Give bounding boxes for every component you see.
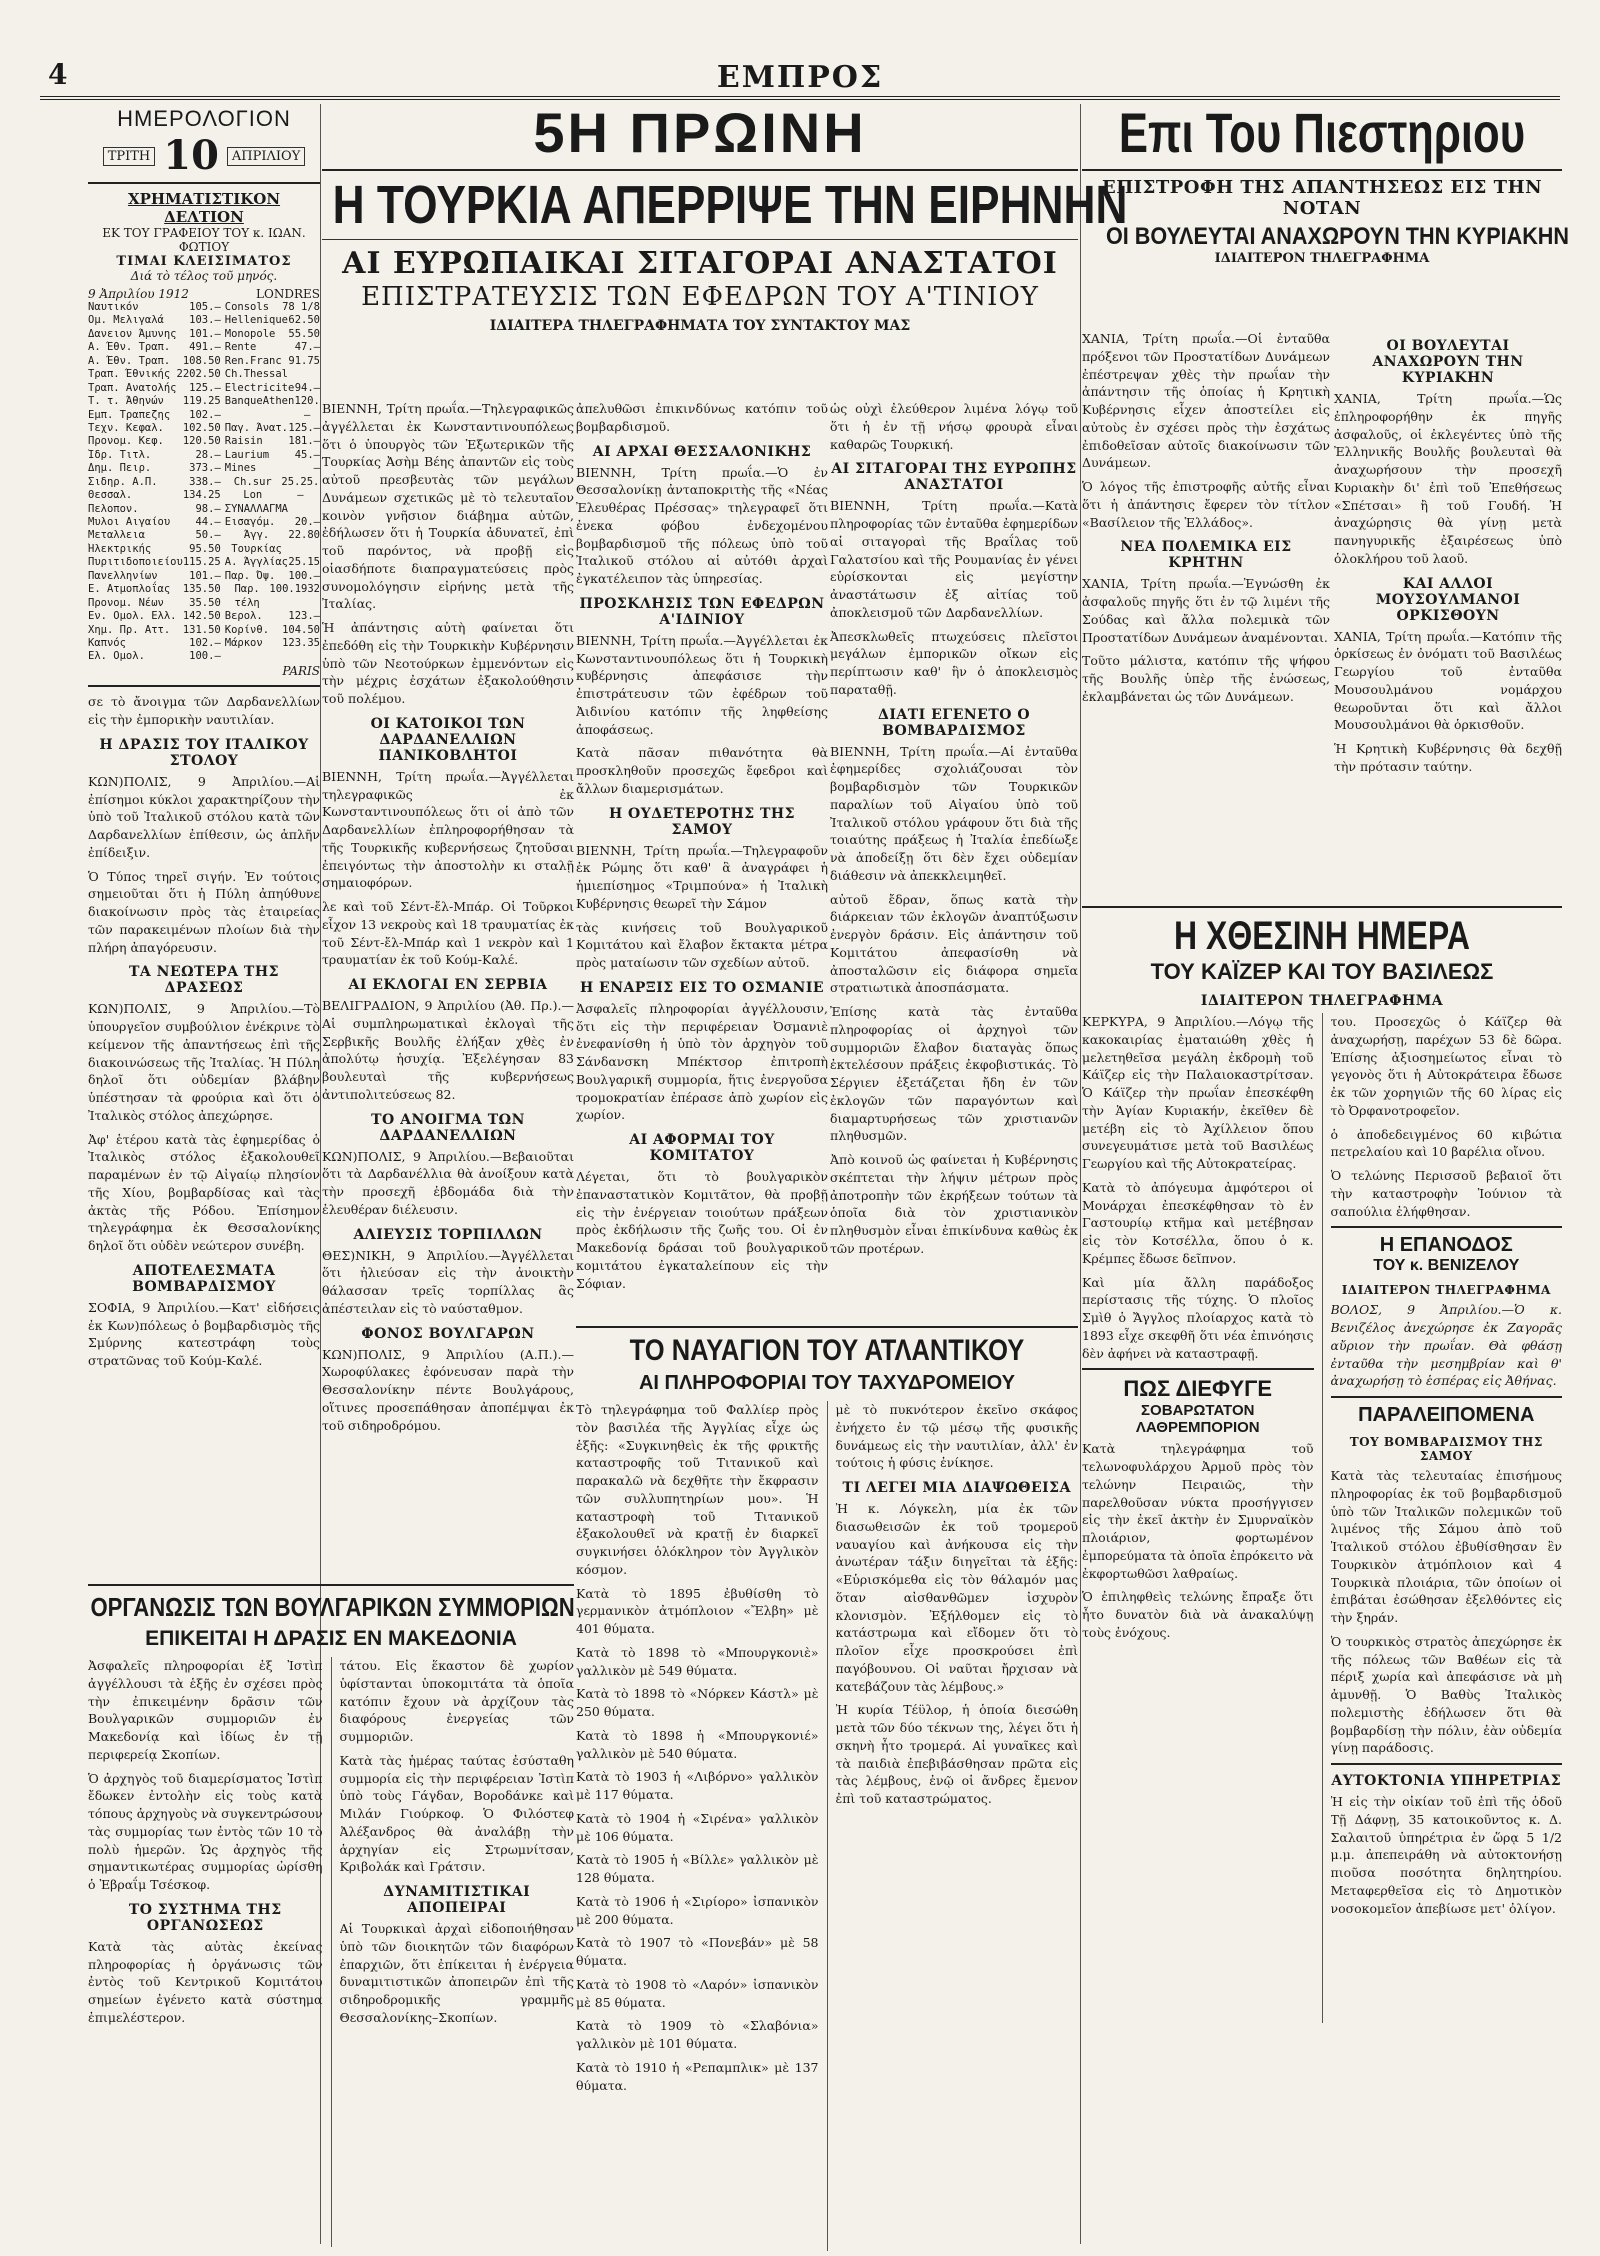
shipwreck-item: Κατὰ τὸ 1905 ἡ «Βίλλε» γαλλικὸν μὲ 128 θύματα. — [576, 1852, 819, 1885]
bulgarian-headline: ΟΡΓΑΝΩΣΙΣ ΤΩΝ ΒΟΥΛΓΑΡΙΚΩΝ ΣΥΜΜΟΡΙΩΝ — [90, 1592, 575, 1622]
article-text: Ἀσφαλεῖς πληροφορίαι ἀγγέλλουσιν, ὅτι εἰς τὴν περιφέρειαν Ὀσμανιὲ ἐνεφανίσθη ἡ ὑπὸ τὸν ἀρχηγὸν τοῦ Σάνδανσκη Μπέκτσορ ἐπιτροπὴ Βουλγαρικῆ συμμορία, ἥτις ἐνεργοῦσα τρομοκρατίαν ἐπέρασε ἀπὸ χωρίον εἰς χωρίον. — [576, 1000, 828, 1123]
column-3 — [576, 400, 828, 1310]
rate-value: 102.50 — [182, 421, 221, 434]
rate-row — [225, 637, 320, 650]
rate-name: BanqueAthen — [224, 395, 295, 408]
calendar-box — [88, 106, 320, 179]
column-2 — [322, 400, 574, 1440]
rate-value: 131.50 — [182, 623, 221, 636]
rate-name: Δανειον Άμυνης — [88, 327, 177, 340]
rate-value: 135.50 — [182, 583, 221, 596]
page-number: 4 — [48, 58, 68, 91]
column-4 — [830, 400, 1078, 1310]
venizelos-headline: Η ΕΠΑΝΟΔΟΣ — [1379, 1234, 1513, 1257]
rate-value: 338.— — [189, 475, 221, 488]
rate-value: 25.15 — [288, 556, 320, 569]
venizelos-subheadline: ΤΟΥ κ. ΒΕΝΙΖΕΛΟΥ — [1373, 1257, 1520, 1275]
rate-name: Άγγ. Τουρκίας — [231, 529, 282, 555]
rate-value: 78 1/8 — [282, 301, 320, 313]
article-text: αὐτοῦ ἔδραν, ὅπως κατὰ τὴν διάρκειαν τῶν ἐκλογῶν ἀναπτύξωσιν ἐνεργὸν δράσιν. Εἰς ἀπάντησιν τοῦ Κομιτάτου ἀπεφασίσθη νὰ ἀποσταλῶσιν εἰς διάφορα σημεῖα στρατιωτικὰ ἀποσπάσματα. — [830, 891, 1078, 996]
article-text: ΚΩΝ)ΠΟΛΙΣ, 9 Ἀπριλίου.—Αἱ ἐπίσημοι κύκλοι χαρακτηρίζουν τὴν ὑπὸ τοῦ Ἰταλικοῦ στόλου κατὰ τῶν Δαρδανελλίων ἐπίθεσιν, ὡς ἁπλῆν ἐπίδειξιν. — [88, 773, 320, 860]
article-text: ΒΙΕΝΝΗ, Τρίτη πρωΐα.—Ἀγγέλλεται ἐκ Κωνσταντινουπόλεως ὅτι ἡ Τουρκικὴ κυβέρνησις ἀπεφάσισε τὴν ἐπιστράτευσιν τῶν ἐφέδρων τοῦ Ἀιδινίου κατόπιν τῆς ληφθείσης ἀποφάσεως. — [576, 632, 828, 737]
article-text: λε καὶ τοῦ Σέντ-ἔλ-Μπάρ. Οἱ Τοῦρκοι εἶχον 13 νεκροὺς καὶ 18 τραυματίας ἐκ τοῦ Σέντ-ἔλ-Μπάρ καὶ 1 νεκρὸν καὶ 1 τραυματίαν ἐκ τοῦ Κούμ-Καλέ. — [322, 899, 574, 968]
rate-name: Ελ. Ομολ. — [88, 650, 145, 663]
rates-table — [88, 301, 320, 664]
rate-name: Προνομ. Κεφ. — [88, 435, 164, 448]
article-text: ἀπελυθῶσι ἐπικινδύνως κατόπιν τοῦ βομβαρδισμοῦ. — [576, 401, 828, 434]
article-text: ΣΟΦΙΑ, 9 Ἀπριλίου.—Κατ' εἰδήσεις ἐκ Κων)πόλεως ὁ βομβαρδισμὸς τῆς Σμύρνης κατεστράφη τοὺς στρατῶνας τοῦ Κούμ-Καλέ. — [88, 1299, 320, 1369]
rate-row — [225, 328, 320, 341]
atlantic-headline: ΤΟ ΝΑΥΑΓΙΟΝ ΤΟΥ ΑΤΛΑΝΤΙΚΟΥ — [629, 1334, 1025, 1367]
rate-row — [225, 516, 320, 529]
rate-row — [88, 489, 221, 502]
rate-name: Μάρκον — [224, 636, 263, 649]
rate-name: Monopole — [224, 327, 276, 340]
article-text: Ἡ εἰς τὴν οἰκίαν τοῦ ἐπὶ τῆς ὁδοῦ Τῇ Δάφνῃ, 35 κατοικοῦντος κ. Δ. Σαλαιτοῦ ὑπηρέτρια ἐν ὥρᾳ 5 1/2 μ.μ. ἀπεπειράθη νὰ αὐτοκτονήσῃ πιοῦσα ποσότητα δηλητηρίου. Μεταφερθεῖσα εἰς τὸ Δημοτικὸν νοσοκομεῖον ἀπεβίωσε μετ' ὀλίγον. — [1330, 1794, 1562, 1916]
section-heading: ΑΙ ΑΦΟΡΜΑΙ ΤΟΥ ΚΟΜΙΤΑΤΟΥ — [629, 1132, 775, 1164]
rate-row — [88, 503, 221, 516]
article-text: ΧΑΝΙΑ, Τρίτη πρωΐα.—Οἱ ἐνταῦθα πρόξενοι τῶν Προστατίδων Δυνάμεων ἐπέστρεψαν χθὲς τὴν πρωΐαν τὴν ἀπάντησιν τῆς ὁποίας ἡ Κρητικὴ Κυβέρνησις εἶχεν ἀποστείλει εἰς αὐτοὺς ἐν σχέσει πρὸς τὴν ἐσχάτως ἐπιδοθεῖσαν αὐτοῖς διακοίνωσιν τῶν Δυνάμεων. — [1082, 331, 1330, 471]
rate-row — [225, 610, 320, 623]
rate-value: 91.75 — [288, 354, 320, 367]
rate-row — [88, 476, 221, 489]
shipwreck-item: Κατὰ τὸ 1909 τὸ «Σλαβόνια» γαλλικὸν μὲ 101 θύματα. — [576, 2018, 819, 2051]
rate-value: 491.— — [189, 341, 221, 354]
rate-row — [88, 382, 221, 395]
article-text: ΒΟΛΟΣ, 9 Ἀπριλίου.—Ὁ κ. Βενιζέλος ἀνεχώρησε ἐκ Ζαγορᾶς αὔριον τὴν πρωΐαν. Θὰ φθάσῃ ἐνταῦθα τὴν μεσημβρίαν καὶ θ' ἀναχωρήσῃ τὸ ἑσπέρας εἰς Ἀθήνας. — [1330, 1302, 1562, 1389]
rate-row — [88, 328, 221, 341]
financial-box — [88, 190, 320, 679]
rate-value: 95.50 — [189, 542, 221, 555]
article-text: Ἐπίσης κατὰ τὰς ἐνταῦθα πληροφορίας οἱ ἀρχηγοὶ τῶν συμμοριῶν ἔλαβον διαταγὰς ὅπως ἐκτελέσουν πράξεις ἐκφοβιστικάς. Τὸ Σέργιεν ἐξετάζεται ἤδη ἐν τῶν ἐκλογῶν τῶν παραγόντων καὶ διαμαρτυρήσεως τῶν χριστιανῶν πληθυσμῶν. — [830, 1004, 1078, 1144]
rate-row — [88, 624, 221, 637]
rate-row — [225, 449, 320, 462]
article-text: σε τὸ ἄνοιγμα τῶν Δαρδανελλίων εἰς τὴν ἐμπορικὴν ναυτιλίαν. — [88, 694, 320, 728]
article-text: Λέγεται, ὅτι τὸ βουλγαρικὸν ἐπαναστατικὸν Κομιτᾶτον, θὰ προβῇ εἰς τὴν ἐνέργειαν τοιούτων πράξεων πρὸς ἐκδήλωσιν τῆς ζωῆς του. Οἱ ἐν Μακεδονίᾳ δράσαι τοῦ βουλγαρικοῦ κομιτάτου ἐγκαταλείπουν εἰς τὴν Σόφιαν. — [576, 1169, 828, 1291]
rate-row — [225, 476, 320, 503]
rate-name: Εμπ. Τραπεζης — [88, 408, 171, 421]
rate-name: Ch.sur Lon — [233, 475, 272, 502]
rate-name: Πανελληνίων — [88, 569, 158, 582]
rate-name: Τεχν. Κεφαλ. — [88, 421, 164, 434]
section-heading: Η ΕΝΑΡΞΙΣ ΕΙΣ ΤΟ ΟΣΜΑΝΙΕ — [579, 979, 825, 996]
rate-row — [88, 435, 221, 448]
rate-row — [88, 650, 221, 663]
article-text: Αἱ Τουρκικαὶ ἀρχαὶ εἰδοποιήθησαν ὑπὸ τῶν διοικητῶν τῶν διαφόρων ἐπαρχιῶν, ὅτι ἐπίκειται ἡ ἐνέργεια δυναμιτιστικῶν ἀποπειρῶν ἐπὶ τῆς σιδηροδρομικῆς γραμμῆς Θεσσαλονίκης–Σκοπίων. — [339, 1921, 574, 2025]
rate-row — [225, 395, 320, 422]
article-text: ΚΩΝ)ΠΟΛΙΣ, 9 Ἀπριλίου.—Τὸ ὑπουργεῖον συμβούλιον ἐνέκρινε τὸ κείμενον τῆς ἀπαντήσεως ἐπὶ τῆς διακοινώσεως τῆς Ἰταλίας. Ἡ Πύλη δηλοῖ ὅτι οὐδεμίαν βλάβην ὑπέστησαν τὰ φρούρια καὶ ὅτι ὁ Ἰταλικὸς στόλος ἀπεχώρησε. — [88, 1001, 320, 1123]
rate-name: Raisin — [224, 435, 263, 448]
calendar-day-number: 10 — [163, 132, 219, 179]
rate-row — [88, 583, 221, 596]
press-sub2: ΟΙ ΒΟΥΛΕΥΤΑΙ ΑΝΑΧΩΡΟΥΝ ΤΗΝ ΚΥΡΙΑΚΗΝ — [1106, 222, 1570, 250]
article-text: ΒΕΛΙΓΡΑΔΙΟΝ, 9 Ἀπριλίου (Ἀθ. Πρ.).—Αἱ συμπληρωματικαὶ ἐκλογαὶ τῆς Σερβικῆς Βουλῆς ἐλήξαν χθὲς ἐν ἀπολύτῳ ἡσυχίᾳ. Ἐξελέγησαν 83 βουλευταὶ τῆς κυβερνήσεως ἀντιπολιτεύσεως 82. — [322, 998, 574, 1102]
rates-left-list — [88, 301, 221, 664]
article-text: Ὁ Τύπος τηρεῖ σιγήν. Ἐν τούτοις σημειοῦται ὅτι ἡ Πύλη ἀπηύθυνε διακοίνωσιν πρὸς τὰς ἑταιρείας τῶν παρακειμένων πλοίων διὰ τὴν πλήρη ἀπαγόρευσιν. — [88, 868, 320, 955]
press-headline-block — [1082, 101, 1570, 266]
section-heading: ΔΙΑΤΙ ΕΓΕΝΕΤΟ Ο ΒΟΜΒΑΡΔΙΣΜΟΣ — [877, 706, 1031, 739]
section-heading: Η ΟΥΔΕΤΕΡΟΤΗΣ ΤΗΣ ΣΑΜΟΥ — [608, 805, 796, 838]
rate-row — [225, 301, 320, 314]
rate-value: 25.25.— — [281, 475, 320, 502]
rate-value: 134.25 — [182, 489, 221, 502]
rate-name: Ναυτικόν — [88, 301, 139, 313]
headline-sub1: ΑΙ ΕΥΡΩΠΑΙΚΑΙ ΣΙΤΑΓΟΡΑΙ ΑΝΑΣΤΑΤΟΙ — [342, 246, 1058, 282]
rate-name: Ίδρ. Τιτλ. — [88, 448, 152, 461]
section-heading: ΑΙ ΣΙΤΑΓΟΡΑΙ ΤΗΣ ΕΥΡΩΠΗΣ ΑΝΑΣΤΑΤΟΙ — [831, 461, 1077, 494]
rate-row — [225, 422, 320, 435]
article-text: ΧΑΝΙΑ, Τρίτη πρωΐα.—Ἐγνώσθη ἐκ ἀσφαλοῦς πηγῆς ὅτι ἐν τῷ λιμένι τῆς Σούδας καὶ ἄλλα πολεμικὰ τῶν Προστατίδων Δυνάμεων ἀναμένονται. — [1082, 576, 1330, 645]
article-text: ΒΙΕΝΝΗ, Τρίτη πρωΐα.—Τηλεγραφοῦν ἐκ Ρώμης ὅτι καθ' ἃ ἀναγράφει ἡ ἡμιεπίσημος «Τριμπούνα» ἡ Ἰταλικὴ Κυβέρνησις θεωρεῖ τὴν Σάμον — [576, 842, 828, 911]
rate-name: Σιδηρ. Α.Π. — [88, 475, 158, 488]
rate-value: 104.50 — [282, 623, 320, 636]
financial-office: ΕΚ ΤΟΥ ΓΡΑΦΕΙΟΥ ΤΟΥ κ. ΙΩΑΝ. ΦΩΤΙΟΥ — [102, 226, 306, 254]
masthead-rule — [40, 96, 1560, 100]
kaiser-tag: ΙΔΙΑΙΤΕΡΟΝ ΤΗΛΕΓΡΑΦΗΜΑ — [1200, 993, 1444, 1009]
samos-headline: ΠΑΡΑΛΕΙΠΟΜΕΝΑ — [1358, 1404, 1535, 1426]
press-sub1: ΕΠΙΣΤΡΟΦΗ ΤΗΣ ΑΠΑΝΤΗΣΕΩΣ ΕΙΣ ΤΗΝ ΝΟΤΑΝ — [1101, 176, 1543, 219]
rate-name: Μεταλλεια — [88, 529, 145, 542]
shipwreck-item: Κατὰ τὸ 1898 τὸ «Νόρκεν Κάστλ» μὲ 250 θύματα. — [576, 1686, 819, 1719]
rate-value: 98.— — [195, 502, 221, 515]
rates-right-list — [225, 301, 320, 664]
rate-name: Τραπ. Έθνικής — [88, 368, 171, 381]
article-text: Ὁ ἀρχηγὸς τοῦ διαμερίσματος Ἰστὶπ ἔδωκεν ἐντολὴν εἰς τοὺς κατὰ τόπους ἀρχηγοὺς νὰ συγκεντρώσουν τὰς συμμορίας των ἐντὸς τῶν 10 τὸ πολὺ ἡμερῶν. Ὡς ἀρχηγὸς τῆς σημαντικωτέρας συμμορίας ὠρίσθη ὁ Ἐβραΐμ Τσέσκοφ. — [88, 1770, 323, 1892]
rate-row — [88, 409, 221, 422]
section-heading: ΚΑΙ ΑΛΛΟΙ ΜΟΥΣΟΥΛΜΑΝΟΙ ΟΡΚΙΣΘΟΥΝ — [1375, 575, 1521, 624]
rate-row — [225, 503, 320, 516]
article-text: Ἡ ἀπάντησις αὐτὴ φαίνεται ὅτι ἐπεδόθη εἰς τὴν Τουρκικὴν Κυβέρνησιν ὑπὸ τῶν Νεοτούρκων ἐμμενόντων εἰς τὴν μέχρις ἐσχάτων ἐξακολούθησιν τοῦ πολέμου. — [322, 620, 574, 706]
rate-value: 102.— — [189, 408, 221, 421]
column-6 — [1334, 330, 1562, 890]
masthead — [0, 0, 1600, 100]
rate-row — [88, 462, 221, 475]
shipwreck-item: Κατὰ τὸ 1904 ἡ «Σιρένα» γαλλικὸν μὲ 106 θύματα. — [576, 1810, 819, 1844]
section-heading: Η ΔΡΑΣΙΣ ΤΟΥ ΙΤΑΛΙΚΟΥ ΣΤΟΛΟΥ — [99, 736, 309, 769]
edition-label: 5Η ΠΡΩΙΝΗ — [533, 101, 867, 164]
article-text: Κατὰ τὸ ἀπόγευμα ἀμφότεροι οἱ Μονάρχαι ἐπεσκέφθησαν τὸ ἐν Γαστουρίῳ κτῆμα καὶ μετέβησαν εἰς τὸν Κοτσέλλα, ὅπου ὁ κ. Κρέμπες ἔδωσε δεῖπνον. — [1082, 1179, 1314, 1266]
shipwreck-item: Κατὰ τὸ 1908 τὸ «Λαρόν» ἰσπανικὸν μὲ 85 θύματα. — [576, 1976, 819, 2010]
rate-value: 45.— — [294, 448, 320, 461]
rate-name: Προνομ. Νέων — [88, 596, 164, 609]
rate-row — [225, 570, 320, 583]
rate-name: Μυλοι Αιγαίου — [88, 516, 171, 528]
article-text: Κατὰ τὰς τελευταίας ἐπισήμους πληροφορίας ἐκ τοῦ βομβαρδισμοῦ ὑπὸ τῶν Ἰταλικῶν πολεμικῶν τοῦ λιμένος τῆς Σάμου ἀπὸ τοῦ Ἰταλικοῦ στόλου ἐβυθίσθησαν ἓν Τουρκικὸν ἀτμόπλοιον καὶ 4 Τουρκικὰ πλοιάρια, τῶν ὁποίων οἱ ἐπιβάται ἐσώθησαν ἐξελθόντες εἰς τὴν ξηράν. — [1330, 1468, 1562, 1625]
rate-name: Κορίνθ. — [224, 623, 270, 636]
rate-value: 123.— — [288, 610, 320, 623]
article-text: ΒΙΕΝΝΗ, Τρίτη πρωΐα.—Αἱ ἐνταῦθα ἐφημερίδες σχολιάζουσαι τὸν βομβαρδισμὸν τῶν Τουρκικῶν παραλίων τοῦ Αἰγαίου ὑπὸ τοῦ Ἰταλικοῦ στόλου γράφουν ὅτι διὰ τῆς τοιαύτης πράξεως ἡ Ἰταλία ἐπεδίωξε νὰ ἀποδείξῃ ὅτι δὲν ἔχει οὐδεμίαν διάθεσιν νὰ ἀπεκκλειμηθεῖ. — [830, 743, 1078, 883]
rate-value: 2202.50 — [176, 368, 221, 381]
rate-name: Δημ. Πειρ. — [88, 462, 152, 475]
rate-row — [88, 314, 221, 327]
rate-row — [88, 556, 221, 569]
rate-row — [88, 637, 221, 650]
rate-name: Ομ. Μελιγαλά — [88, 314, 164, 327]
press-headline: Επι Του Πιεστηριου — [1118, 101, 1526, 164]
rate-row — [88, 368, 221, 381]
rate-name: Electricite — [224, 381, 295, 394]
rate-row — [225, 355, 320, 368]
shipwreck-item: Κατὰ τὸ 1895 ἐβυθίσθη τὸ γερμανικὸν ἀτμόπλοιον «Ἔλβη» μὲ 401 θύματα. — [576, 1585, 819, 1636]
shipwreck-list — [576, 1585, 819, 2095]
article-text: ΒΙΕΝΝΗ, Τρίτη πρωΐα.—Ἀγγέλλεται τηλεγραφικῶς ἐκ Κωνσταντινουπόλεως ὅτι οἱ ἀπὸ τῶν Δαρδανελλίων ἐπληροφορήθησαν τὰ τῆς Τουρκικῆς κυβερνήσεως ζητοῦσαι ἐπειγόντως τὴν ἀποστολὴν κι σταλῇ σημαιοφόρων. — [322, 768, 574, 891]
rate-name: Τραπ. Ανατολής — [88, 381, 177, 394]
rate-name: Παρ. Όψ. — [224, 569, 276, 582]
rate-name: ΣΥΝΑΛΛΑΓΜΑ — [224, 502, 288, 515]
rate-name: Εν. Ομολ. Ελλ. — [88, 610, 177, 623]
kaiser-section — [1082, 900, 1562, 2023]
rate-row — [88, 355, 221, 368]
financial-closing: ΤΙΜΑΙ ΚΛΕΙΣΙΜΑΤΟΣ — [116, 254, 292, 269]
rate-row — [88, 449, 221, 462]
headline-sub2: ΕΠΙΣΤΡΑΤΕΥΣΙΣ ΤΩΝ ΕΦΕΔΡΩΝ ΤΟΥ Α'ΤΙΝΙΟΥ — [361, 282, 1039, 313]
rate-row — [225, 435, 320, 448]
rate-value: 120.— — [294, 395, 320, 421]
rate-value: 20.— — [294, 516, 320, 528]
article-text: ΚΩΝ)ΠΟΛΙΣ, 9 Ἀπριλίου.—Βεβαιοῦται ὅτι τὰ Δαρδανέλλια θὰ ἀνοίξουν κατὰ τὴν προσεχῆ ἑβδομάδα διὰ τὴν ἐλευθέραν διέλευσιν. — [322, 1148, 574, 1217]
rate-row — [88, 570, 221, 583]
bulgarian-subheadline: ΕΠΙΚΕΙΤΑΙ Η ΔΡΑΣΙΣ ΕΝ ΜΑΚΕΔΟΝΙΑ — [145, 1627, 517, 1650]
rate-name: Hellenique — [224, 314, 288, 327]
rate-name: Laurium — [224, 448, 270, 461]
article-text: Ἀπεσκλωθεῖς πτωχεύσεις πλεῖστοι μεγάλων ἐμπορικῶν οἴκων εἰς περίπτωσιν καθ' ἣν ὁ ἀποκλεισμὸς παραταθῇ. — [830, 628, 1078, 697]
rate-value: 100.— — [288, 569, 320, 582]
venizelos-tag: ΙΔΙΑΙΤΕΡΟΝ ΤΗΛΕΓΡΑΦΗΜΑ — [1341, 1283, 1551, 1298]
article-text: τάτου. Εἰς ἕκαστον δὲ χωρίον ὑφίστανται ὑποκομιτάτα τὰ ὁποῖα κατόπιν ἔχουν νὰ ἀρχίζουν τὰς διαφόρους ἐνεργείας τῶν συμμοριῶν. — [339, 1658, 574, 1744]
article-text: ὡς οὐχὶ ἐλεύθερον λιμένα λόγῳ τοῦ ὅτι ἡ ἐν τῇ νήσῳ φρουρὰ εἶναι καθαρῶς Τουρκική. — [830, 401, 1078, 452]
rate-name: Α. Έθν. Τραπ. — [88, 341, 171, 354]
article-text: ΚΕΡΚΥΡΑ, 9 Ἀπριλίου.—Λόγῳ τῆς κακοκαιρίας ἐματαιώθη χθὲς ἡ μελετηθεῖσα μεγάλη ἐκδρομὴ τοῦ Κάϊζερ εἰς τὴν Παλαιοκαστρίτσαν. Ὁ Κάϊζερ τὴν πρωΐαν ἐπεσκέφθη τὴν Ἁγίαν Κυριακήν, ἐκεῖθεν δὲ μετέβη εἰς τὸ Ἀχίλλειον ὅπου συνεγευμάτισε μετὰ τοῦ Βασιλέως Γεωργίου καὶ τῆς Αὐτοκρατείρας. — [1082, 1014, 1314, 1171]
rate-row — [88, 422, 221, 435]
rate-name: Πελοπον. — [88, 502, 139, 515]
section-heading: ΔΥΝΑΜΙΤΙΣΤΙΚΑΙ ΑΠΟΠΕΙΡΑΙ — [383, 1884, 531, 1916]
atlantic-subheadline: ΑΙ ΠΛΗΡΟΦΟΡΙΑΙ ΤΟΥ ΤΑΧΥΔΡΟΜΕΙΟΥ — [638, 1372, 1016, 1394]
kaiser-subheadline: ΤΟΥ ΚΑΪΖΕΡ ΚΑΙ ΤΟΥ ΒΑΣΙΛΕΩΣ — [1150, 959, 1494, 984]
rate-value: 119.25 — [182, 395, 221, 408]
rate-value: 22.80 — [288, 529, 320, 542]
rate-value: 62.50 — [288, 314, 320, 327]
rate-row — [225, 341, 320, 354]
section-heading: ΤΟ ΑΝΟΙΓΜΑ ΤΩΝ ΔΑΡΔΑΝΕΛΛΙΩΝ — [371, 1111, 525, 1144]
rate-row — [88, 395, 221, 408]
rate-name: Θεσσαλ. — [88, 489, 133, 502]
article-text: μὲ τὸ πυκνότερον ἐκεῖνο σκάφος ἐνήχετο ἐν τῷ μέσῳ τῆς φυσικῆς δυνάμεως εἰς τὴν ναυτιλίαν, ἀλλ' ἐν τούτοις ἡ φύσις ἐνίκησε. — [835, 1402, 1078, 1471]
atlantic-section — [576, 1320, 1078, 2251]
rate-row — [88, 529, 221, 542]
rate-value: 108.50 — [182, 354, 221, 367]
article-text: ΒΙΕΝΝΗ, Τρίτη πρωΐα.—Κατὰ πληροφορίας τῶν ἐνταῦθα ἐφημερίδων αἱ σιταγοραὶ τῆς Βραΐλας τοῦ Γαλατσίου καὶ τῆς Ρουμανίας ἐν γένει εὑρίσκονται εἰς μεγίστην ἀναστάτωσιν ἐξ αἰτίας τοῦ ἀποκλεισμοῦ τῶν Δαρδανελλίων. — [830, 498, 1078, 620]
column-5 — [1082, 330, 1330, 890]
article-text: Καὶ μία ἄλλη παράδοξος περίστασις τῆς τύχης. Ὁ πλοῖος Σμὶθ ὁ Ἄγγλος πλοίαρχος κατὰ τὸ 1893 εἶχε σκεφθῆ ὅτι νέα ἐπινόησις δὲν ἀφήνει νὰ καταστραφῇ. — [1082, 1274, 1314, 1361]
rate-row — [225, 529, 320, 556]
rate-value: 142.50 — [182, 610, 221, 623]
section-heading: ΑΛΙΕΥΣΙΣ ΤΟΡΠΙΛΛΩΝ — [353, 1226, 543, 1243]
rate-value: 35.50 — [189, 596, 221, 609]
article-text: ΘΕΣ)ΝΙΚΗ, 9 Ἀπριλίου.—Ἀγγέλλεται ὅτι ἠλιεύσαν εἰς τὴν ἀνοικτὴν θάλασσαν τρεῖς τορπίλλας ἃς ἀπέστειλαν εἰς τὸ ναύσταθμον. — [322, 1247, 574, 1316]
article-text: Κατὰ τηλεγράφημα τοῦ τελωνοφυλάρχου Ἀρμοῦ πρὸς τὸν τελώνην Πειραιῶς, τὴν παρελθοῦσαν νύκτα προσήγγισεν εἰς τὴν ἐκεῖ ἀκτὴν ἐν Σμυρναϊκὸν πλοιάριον, φορτωμένον ἐμπορεύματα τὰ ὁποῖα ἐπρόκειτο νὰ ἐκφορτωθῶσι λαθραίως. — [1082, 1441, 1314, 1581]
rate-name: Ε. Ατμοπλοΐας — [88, 583, 171, 596]
calendar-title: ΗΜΕΡΟΛΟΓΙΟΝ — [117, 106, 291, 131]
section-heading: ΑΠΟΤΕΛΕΣΜΑΤΑ ΒΟΜΒΑΡΔΙΣΜΟΥ — [132, 1262, 276, 1295]
rate-row — [88, 543, 221, 556]
bulgarian-section — [88, 1578, 574, 2247]
section-heading: ΟΙ ΒΟΥΛΕΥΤΑΙ ΑΝΑΧΩΡΟΥΝ ΤΗΝ ΚΥΡΙΑΚΗΝ — [1372, 338, 1524, 386]
headline-sub3: ΙΔΙΑΙΤΕΡΑ ΤΗΛΕΓΡΑΦΗΜΑΤΑ ΤΟΥ ΣΥΝΤΑΚΤΟΥ ΜΑΣ — [489, 317, 911, 334]
article-text: ΧΑΝΙΑ, Τρίτη πρωΐα.—Ὡς ἐπληροφορήθην ἐκ πηγῆς ἀσφαλοῦς, οἱ ἐκλεγέντες ὑπὸ τῆς Ἐλληνικῆς Βουλῆς βουλευταὶ θὰ ἀναχωρήσουν τὴν προσεχῆ Κυριακὴν δι' ἐπὶ τοῦ Ἐπεθήσεως «Σπέτσαι» ἢ τοῦ Γουδή. Ἡ ἀναχώρησις θὰ γίνῃ μετὰ πανηγυρικῆς ἐξαιρέσεως ὑπὸ ὁλοκλήρου τοῦ λαοῦ. — [1334, 391, 1562, 566]
shipwreck-item: Κατὰ τὸ 1903 ἡ «Λιβόρνο» γαλλικὸν μὲ 117 θύματα. — [576, 1769, 819, 1802]
rate-name: Βερολ. — [224, 610, 263, 623]
rate-row — [88, 301, 221, 314]
article-text: Ἡ κ. Λόγκελη, μία ἐκ τῶν διασωθεισῶν ἐκ τοῦ τρομεροῦ ναυαγίου καὶ ἀνήκουσα εἰς τὴν ἀνωτέραν τάξιν διηγεῖται τὰ ἑξῆς: «Εὑρισκόμεθα εἰς τὸν θάλαμόν μας ὅταν αἰσθανθῶμεν ἰσχυρὸν κλονισμὸν. Ἐξήλθομεν εἰς τὸ κατάστρωμα καὶ εἴδομεν ὅτι τὸ πλοῖον εἶχε προσκρούσει ἐπὶ παγόβουνου. Οἱ ναῦται ἤρχισαν νὰ κατεβάζουν τὰς λέμβους.» — [835, 1501, 1078, 1694]
section-heading: ΤΙ ΛΕΓΕΙ ΜΙΑ ΔΙΑΨΩΘΕΙΣΑ — [842, 1480, 1071, 1496]
kaiser-headline: Η ΧΘΕΣΙΝΗ ΗΜΕΡΑ — [1174, 914, 1470, 958]
section-heading: ΤΟ ΣΥΣΤΗΜΑ ΤΗΣ ΟΡΓΑΝΩΣΕΩΣ — [128, 1901, 282, 1934]
samos-subheadline: ΤΟΥ ΒΟΜΒΑΡΔΙΣΜΟΥ ΤΗΣ ΣΑΜΟΥ — [1349, 1435, 1543, 1463]
rate-name: Πυριτιδοποιείου — [88, 556, 183, 569]
paper-name: ΕΜΠΡΟΣ — [716, 60, 884, 95]
rate-row — [88, 610, 221, 623]
shipwreck-item: Κατὰ τὸ 1907 τὸ «Πονεβάν» μὲ 58 θύματα. — [576, 1935, 819, 1968]
rate-row — [88, 597, 221, 610]
shipwreck-item: Κατὰ τὸ 1898 ἡ «Μπουργκονιέ» γαλλικὸν μὲ 540 θύματα. — [576, 1727, 819, 1761]
article-text: Ἀσφαλεῖς πληροφορίαι ἐξ Ἰστὶπ ἀγγέλλουσι τὰ ἑξῆς ἐν σχέσει πρὸς τὴν ἐπικειμένην δρᾶσιν τῶν Βουλγαρικῶν συμμοριῶν ἐν Μακεδονίᾳ καὶ ἰδίως ἐν τῇ περιφερείᾳ Σκοπίων. — [88, 1658, 323, 1762]
section-heading: ΟΙ ΚΑΤΟΙΚΟΙ ΤΩΝ ΔΑΡΔΑΝΕΛΛΙΩΝ ΠΑΝΙΚΟΒΛΗΤΟΙ — [370, 715, 526, 764]
main-headline-block — [322, 101, 1128, 334]
rate-row — [225, 556, 320, 569]
shipwreck-item: Κατὰ τὸ 1906 ἡ «Σιρίορο» ἰσπανικὸν μὲ 200 θύματα. — [576, 1893, 819, 1927]
suicide-headline: ΑΥΤΟΚΤΟΝΙΑ ΥΠΗΡΕΤΡΙΑΣ — [1331, 1773, 1562, 1789]
rate-row — [225, 368, 320, 381]
rate-name: Α. Άγγλίας — [224, 556, 288, 569]
article-text: Κατὰ τὰς ἡμέρας ταύτας ἐσύσταθη συμμορία εἰς τὴν περιφέρειαν Ἰστὶπ ὑπὸ τοὺς Γάγδαν, Βοροδάνκε καὶ Μιλάν Γιούρκοφ. Ὁ Φιλόστεφ Ἀλέξανδρος θὰ ἀναλάβῃ τὴν ἀρχηγίαν εἰς Στρωμνίτσαν, Κριβολάκ καὶ Γράτσιν. — [339, 1752, 574, 1875]
article-text: ΚΩΝ)ΠΟΛΙΣ, 9 Ἀπριλίου (Α.Π.).—Χωροφύλακες ἐφόνευσαν παρὰ τὴν Θεσσαλονίκην πέντε Βουλγάρους, οἵτινες προσεπάθησαν ἀποπέμψαι ἐκ τοῦ σιδηροδρόμου. — [322, 1346, 574, 1433]
article-text: τὰς κινήσεις τοῦ Βουλγαρικοῦ Κομιτάτου καὶ ἔλαβον ἔκτακτα μέτρα πρὸς ματαίωσιν τῶν σχεδίων αὐτοῦ. — [576, 919, 828, 970]
article-text: Ἡ Κρητικὴ Κυβέρνησις θὰ δεχθῇ τὴν πρότασιν ταύτην. — [1334, 741, 1562, 774]
rate-name: Χημ. Πρ. Αττ. — [88, 623, 171, 636]
rate-name: Mines — [224, 462, 257, 475]
article-text: Τοῦτο μάλιστα, κατόπιν τῆς ψήφου τῆς Βουλῆς ὑπὲρ τῆς ἑνώσεως, ἐκλαμβάνεται ὡς τῶν Δυνάμεων. — [1082, 653, 1330, 704]
section-heading: ΝΕΑ ΠΟΛΕΜΙΚΑ ΕΙΣ ΚΡΗΤΗΝ — [1120, 539, 1292, 572]
rate-value: 101.— — [189, 327, 221, 340]
article-text: ΒΙΕΝΝΗ, Τρίτη πρωΐα.—Τηλεγραφικῶς ἀγγέλλεται ἐκ Κωνσταντινουπόλεως ὅτι ὁ ὑπουργὸς τῶν Ἐξωτερικῶν τῆς Τουρκίας Ἀσὴμ Βέης ἀπαντῶν εἰς τοὺς αὐτοῦ πρεσβευτὰς τῶν μεγάλων Δυνάμεων σχετικῶς μὲ τὸ τελευταῖον κοινὸν γνῆσιον διάβημα αὐτῶν, ἐδήλωσεν ὅτι ἡ Τουρκία ἀδυνατεῖ, ἐπὶ τοῦ παρόντος, νὰ προβῇ εἰς οἱασδήποτε διαπραγματεύσεις πρὸς συνομολόγησιν εἰρήνης μετὰ τῆς Ἰταλίας. — [322, 401, 574, 612]
article-text: Τὸ τηλεγράφημα τοῦ Φαλλίερ πρὸς τὸν βασιλέα τῆς Ἀγγλίας εἶχε ὡς ἑξῆς: «Συγκινηθεὶς ἐκ τῆς φρικτῆς καταστροφῆς τοῦ Τιτανικοῦ καὶ παρακαλῶ νὰ δεχθῆτε τὴν ἔκφρασιν τῶν συλλυπητηρίων μου». Ἡ καταστροφὴ τοῦ Τιτανικοῦ ἐξακολουθεῖ νὰ κρατῇ ἐν διαρκεῖ συγκινήσει ὁλόκληρον τὸν Ἀγγλικὸν κόσμον. — [576, 1402, 819, 1577]
article-text: ΧΑΝΙΑ, Τρίτη πρωΐα.—Κατόπιν τῆς ὁρκίσεως ἐν ὀνόματι τοῦ Βασιλέως Γεωργίου τοῦ ἐνταῦθα Μουσουλμάνου νομάρχου θεωροῦνται ὅτι καὶ ἄλλοι Μουσουλμάνοι θὰ ὁρκισθοῦν. — [1334, 628, 1562, 733]
article-text: Ὁ λόγος τῆς ἐπιστροφῆς αὐτῆς εἶναι ὅτι ἡ ἀπάντησις ἔφερεν τὸν τίτλον «Βασίλειον τῆς Ἑλλάδος». — [1082, 479, 1330, 530]
rate-value: 125.— — [288, 421, 320, 434]
rate-name: Παγ. Άνατ. — [224, 421, 288, 434]
rate-name: Καπνός — [88, 636, 126, 649]
financial-paris: PARIS — [282, 663, 320, 678]
column-left — [88, 104, 320, 1376]
shipwreck-item: Κατὰ τὸ 1898 τὸ «Μπουργκονιὲ» γαλλικὸν μὲ 549 θύματα. — [576, 1644, 819, 1678]
rate-row — [225, 583, 320, 610]
escape-headline: ΠΩΣ ΔΙΕΦΥΓΕ — [1123, 1376, 1273, 1402]
article-text: Ὁ τελώνης Περισσοῦ βεβαιοῖ ὅτι τὴν καταστροφὴν Ἰούνιον τὰ σαπούλια ἐλήφθησαν. — [1330, 1168, 1562, 1219]
rate-value: 55.50 — [288, 327, 320, 340]
article-text: Ὁ τουρκικὸς στρατὸς ἀπεχώρησε ἐκ τῆς πόλεως τῶν Βαθέων εἰς τὰ πέριξ χωρία καὶ ἀπεφάσισε νὰ μὴ ἀμυνθῇ. Ὁ Βαθὺς Ἰταλικὸς πολεμιστὴς ἐδήλωσεν ὅτι θὰ βομβαρδίσῃ τὴν πόλιν, ἐὰν οὐδεμία γίνῃ παράδοσις. — [1330, 1633, 1562, 1756]
article-text: Ἀπὸ κοινοῦ ὡς φαίνεται ἡ Κυβέρνησις σκέπτεται τὴν λήψιν μέτρων πρὸς ἀποτροπὴν τῶν ἐκρήξεων τούτων τὰ ὁποῖα διὰ τὸν χριστιανικὸν πληθυσμὸν εἶναι ἐπικίνδυνα καθὼς ἐκ τῶν προτέρων. — [830, 1152, 1078, 1256]
section-heading: ΑΙ ΑΡΧΑΙ ΘΕΣΣΑΛΟΝΙΚΗΣ — [592, 443, 812, 460]
article-text: ΒΙΕΝΝΗ, Τρίτη πρωΐα.—Ὁ ἐν Θεσσαλονίκῃ ἀνταποκριτὴς τῆς «Νέας Ἐλευθέρας Πρέσσας» τηλεγραφεῖ ὅτι ἐνεκα φόβου ἐνδεχομένου βομβαρδισμοῦ τῆς πόλεως ὑπὸ τοῦ Ἰταλικοῦ στόλου αἱ αὐτόθι ἀρχαὶ ἐγκατέλειπον τὰς ὑπηρεσίας. — [576, 464, 828, 586]
article-text: ὁ ἀποδεδειγμένος 60 κιβώτια πετρελαίου καὶ 10 βαρέλια οἴνου. — [1330, 1126, 1562, 1160]
rate-name: Τ. τ. Άθηνών — [88, 395, 164, 408]
financial-london: LONDRES — [256, 287, 320, 301]
main-headline: Η ΤΟΥΡΚΙΑ ΑΠΕΡΡΙΨΕ ΤΗΝ ΕΙΡΗΝΗΝ — [332, 174, 1128, 235]
rate-value: 125.— — [189, 381, 221, 394]
rate-row — [225, 314, 320, 327]
article-text: του. Προσεχῶς ὁ Κάϊζερ θὰ ἀναχωρήσῃ, παρέχων 53 δὲ δῶρα. Ἐπίσης ἀξιοσημείωτος εἶναι τὸ γεγονὸς ὅτι ἡ Αὐτοκράτειρα ἔδωσε ἐκ τῶν χορηγιῶν τῆς 60 λίρας εἰς τὸ Ὀρφανοτροφεῖον. — [1330, 1014, 1562, 1118]
rate-name: Α. Έθν. Τραπ. — [88, 354, 171, 367]
shipwreck-item: Κατὰ τὸ 1910 ἡ «Ρεπαμπλικ» μὲ 137 θύματα. — [576, 2059, 819, 2093]
rate-value: 100.1932 — [269, 583, 320, 596]
rate-value: 28.— — [195, 448, 221, 461]
rate-value: 373.— — [189, 462, 221, 475]
financial-note: Διά τὸ τέλος τοῦ μηνός. — [130, 269, 278, 283]
section-heading: ΑΙ ΕΚΛΟΓΑΙ ΕΝ ΣΕΡΒΙΑ — [348, 977, 548, 993]
rate-value: 100.— — [189, 650, 221, 663]
rate-value: 101.— — [189, 569, 221, 582]
column-rule — [1080, 104, 1081, 2244]
financial-date: 9 Ἀπριλίου 1912 — [88, 287, 189, 301]
rate-row — [225, 382, 320, 395]
rate-value: 120.50 — [182, 435, 221, 448]
rate-value: 115.25 — [182, 556, 221, 569]
rate-name: Ήλεκτρικής — [88, 542, 152, 555]
rate-value: 102.— — [189, 636, 221, 649]
section-heading: ΤΑ ΝΕΩΤΕΡΑ ΤΗΣ ΔΡΑΣΕΩΣ — [129, 964, 279, 997]
article-text: Ἡ κυρία Τέϋλορ, ἡ ὁποία διεσώθη μετὰ τῶν δύο τέκνων της, λέγει ὅτι ἡ σκηνὴ ἦτο τρομερά. Αἱ γυναῖκες καὶ τὰ παιδιὰ ἐπεβιβάσθησαν πρῶτα εἰς τὰς λέμβους, ἐνῷ οἱ ἄνδρες ἔμενον ἐπὶ τοῦ καταστρώματος. — [835, 1702, 1078, 1806]
rate-value: 123.35 — [282, 636, 320, 649]
calendar-weekday: ΤΡΙΤΗ — [103, 147, 156, 166]
article-text: Ἀφ' ἑτέρου κατὰ τὰς ἐφημερίδας ὁ Ἰταλικὸς στόλος ἐξακολουθεῖ παραμένων ἐν τῷ Αἰγαίῳ πλησίον τῆς Χίου, βομβαρδίσας καὶ τὰς ἀκτὰς τῆς Ρόδου. Ἐπίσημον τηλεγράφημα ἐκ Θεσσαλονίκης δηλοῖ ὅτι οὐδὲν νεώτερον συνέβη. — [88, 1131, 320, 1254]
rate-value: 94.— — [294, 381, 320, 394]
rate-name: Consols — [224, 301, 270, 313]
financial-title: ΧΡΗΜΑΤΙΣΤΙΚΟΝ ΔΕΛΤΙΟΝ — [127, 190, 281, 226]
rate-name: Εισαγόμ. — [224, 516, 276, 528]
rate-value: 47.— — [294, 341, 320, 354]
article-text: Κατὰ πᾶσαν πιθανότητα θὰ προσκληθοῦν προσεχῶς ἔφεδροι καὶ ἄλλων διαμερισμάτων. — [576, 745, 828, 796]
rate-value: 105.— — [189, 301, 221, 313]
section-heading: ΠΡΟΣΚΛΗΣΙΣ ΤΩΝ ΕΦΕΔΡΩΝ Α'ΙΔΙΝΙΟΥ — [579, 595, 825, 628]
rate-name: Παρ. τέλη — [234, 583, 260, 609]
escape-subheadline: ΣΟΒΑΡΩΤΑΤΟΝ ΛΑΘΡΕΜΠΟΡΙΟΝ — [1135, 1402, 1260, 1437]
rate-name: Ren.Franc — [224, 354, 282, 367]
rate-row — [88, 516, 221, 529]
article-text: Ὁ ἐπιληφθεὶς τελώνης ἔπραξε ὅτι ἦτο δυνατὸν διὰ νὰ ἀνακαλύψῃ τοὺς ἐνόχους. — [1082, 1589, 1314, 1640]
rate-name: Rente — [224, 341, 257, 354]
rate-value: 44.— — [195, 516, 221, 528]
rate-row — [225, 462, 320, 475]
article-text: Κατὰ τὰς αὐτὰς ἐκείνας πληροφορίας ἡ ὀργάνωσις τῶν ἐντὸς τοῦ Κεντρικοῦ Κομιτάτου σημείων ἐγένετο κατὰ σύστημα ἐπιμελέστερον. — [88, 1938, 323, 2025]
rate-value: — — [313, 462, 320, 475]
rate-name: Ch.Thessal — [224, 368, 288, 381]
rate-value: 103.— — [189, 314, 221, 327]
rate-row — [88, 341, 221, 354]
rate-row — [225, 624, 320, 637]
calendar-month: ΑΠΡΙΛΙΟΥ — [227, 147, 305, 166]
section-heading: ΦΟΝΟΣ ΒΟΥΛΓΑΡΩΝ — [361, 1325, 535, 1342]
rate-value: 50.— — [195, 529, 221, 542]
press-sub3: ΙΔΙΑΙΤΕΡΟΝ ΤΗΛΕΓΡΑΦΗΜΑ — [1214, 250, 1430, 266]
rate-value: 181.— — [288, 435, 320, 448]
